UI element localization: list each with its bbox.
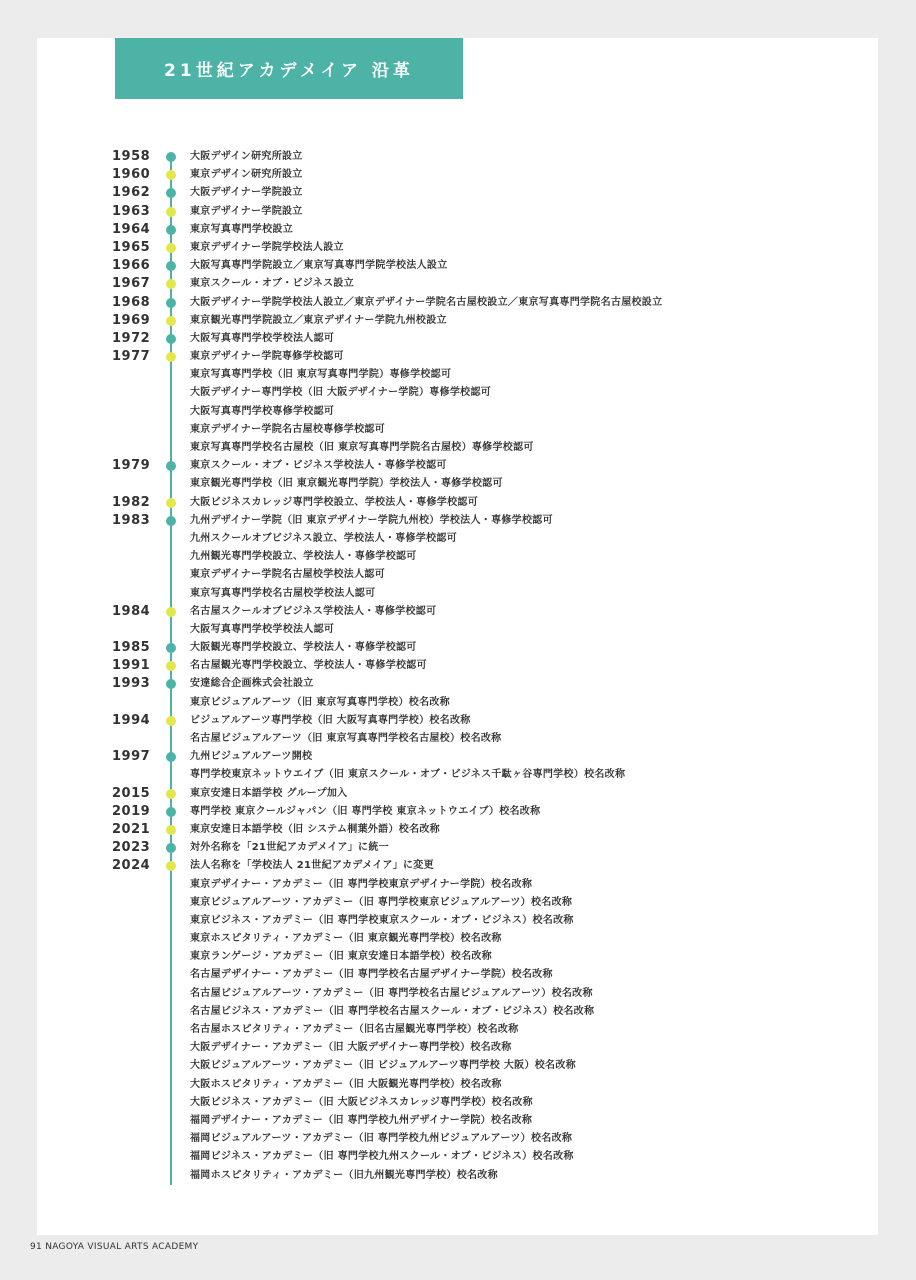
timeline-event-text: 東京ビジュアルアーツ・アカデミー（旧 専門学校東京ビジュアルアーツ）校名改称 <box>190 896 573 908</box>
timeline-entry <box>0 948 916 966</box>
timeline-year: 1984 <box>112 603 151 619</box>
timeline-entry <box>0 785 916 803</box>
timeline-event-text: 東京デザイン研究所設立 <box>190 169 303 181</box>
timeline-year: 1972 <box>112 330 151 346</box>
timeline-year: 2021 <box>112 821 151 837</box>
timeline-entry <box>0 275 916 293</box>
timeline-year: 1977 <box>112 349 151 365</box>
timeline-event-text: 大阪写真専門学校専修学校認可 <box>190 405 335 417</box>
timeline-year: 1991 <box>112 658 151 674</box>
timeline-year: 1960 <box>112 167 151 183</box>
timeline-entry <box>0 239 916 257</box>
timeline-entry <box>0 1057 916 1075</box>
timeline-event-text: 大阪デザイナー学院設立 <box>190 187 303 199</box>
timeline-entry <box>0 730 916 748</box>
timeline-dot-icon <box>166 716 176 726</box>
timeline-event-text: 対外名称を「21世紀アカデメイア」に統一 <box>190 842 389 854</box>
timeline-entry <box>0 894 916 912</box>
timeline-event-text: 東京ランゲージ・アカデミー（旧 東京安達日本語学校）校名改称 <box>190 951 492 963</box>
timeline-entry <box>0 1167 916 1185</box>
timeline-entry <box>0 566 916 584</box>
timeline-entry <box>0 548 916 566</box>
timeline-event-text: 名古屋ビジュアルアーツ（旧 東京写真専門学校名古屋校）校名改称 <box>190 733 502 744</box>
timeline-event-text: 東京デザイナー学院名古屋校学校法人認可 <box>190 569 385 581</box>
timeline-event-text: 福岡ホスピタリティ・アカデミー（旧九州観光専門学校）校名改称 <box>190 1169 498 1181</box>
timeline-dot-icon <box>166 807 176 817</box>
timeline-entry <box>0 1076 916 1094</box>
timeline-entry <box>0 766 916 784</box>
timeline-entry <box>0 839 916 857</box>
timeline-entry <box>0 348 916 366</box>
timeline-event-text: 九州スクールオブビジネス設立、学校法人・専修学校認可 <box>190 532 457 544</box>
timeline-event-text: 福岡ビジュアルアーツ・アカデミー（旧 専門学校九州ビジュアルアーツ）校名改称 <box>190 1133 573 1145</box>
timeline-dot-icon <box>166 461 176 471</box>
timeline-dot-icon <box>166 789 176 799</box>
timeline-event-text: 大阪ビジュアルアーツ・アカデミー（旧 ビジュアルアーツ専門学校 大阪）校名改称 <box>190 1060 576 1072</box>
timeline-year: 1958 <box>112 149 151 164</box>
timeline-entry <box>0 166 916 184</box>
timeline-dot-icon <box>166 498 176 508</box>
timeline-dot-icon <box>166 334 176 344</box>
timeline-dot-icon <box>166 352 176 362</box>
timeline-event-text: 東京デザイナー学院専修学校認可 <box>190 351 344 363</box>
timeline-dot-icon <box>166 752 176 762</box>
timeline-event-text: 東京写真専門学校名古屋校（旧 東京写真専門学院名古屋校）専修学校認可 <box>190 442 534 453</box>
timeline-event-text: 大阪ビジネス・アカデミー（旧 大阪ビジネスカレッジ専門学校）校名改称 <box>190 1096 533 1108</box>
timeline-year: 1969 <box>112 312 151 328</box>
timeline-event-text: 福岡ビジネス・アカデミー（旧 専門学校九州スクール・オブ・ビジネス）校名改称 <box>190 1151 574 1163</box>
timeline-dot-icon <box>166 516 176 526</box>
timeline-event-text: 東京デザイナー学院設立 <box>190 205 303 217</box>
timeline-event-text: 東京スクール・オブ・ビジネス学校法人・専修学校認可 <box>190 460 447 472</box>
timeline-entry <box>0 621 916 639</box>
timeline-entry <box>0 366 916 384</box>
timeline-event-text: 安達総合企画株式会社設立 <box>190 678 314 690</box>
timeline-event-text: 名古屋ビジネス・アカデミー（旧 専門学校名古屋スクール・オブ・ビジネス）校名改称 <box>190 1005 595 1017</box>
timeline-year: 1966 <box>112 258 151 274</box>
timeline-event-text: 大阪デザイナー専門学校（旧 大阪デザイナー学院）専修学校認可 <box>190 387 492 399</box>
timeline-entry <box>0 494 916 512</box>
timeline-entry <box>0 675 916 693</box>
timeline-year: 1964 <box>112 221 151 237</box>
timeline-event-text: 大阪ホスピタリティ・アカデミー（旧 大阪観光専門学校）校名改称 <box>190 1078 502 1090</box>
timeline-entry <box>0 330 916 348</box>
timeline-year: 2015 <box>112 785 151 801</box>
timeline-event-text: 大阪デザイナー学院学校法人設立／東京デザイナー学院名古屋校設立／東京写真専門学院名古屋校設立 <box>190 296 663 308</box>
timeline-event-text: 東京ビジネス・アカデミー（旧 専門学校東京スクール・オブ・ビジネス）校名改称 <box>190 914 574 926</box>
timeline-dot-icon <box>166 298 176 308</box>
timeline-event-text: 大阪観光専門学校設立、学校法人・専修学校認可 <box>190 642 417 654</box>
timeline-year: 1983 <box>112 512 151 528</box>
timeline-event-text: 九州ビジュアルアーツ開校 <box>190 751 313 763</box>
timeline-event-text: 法人名称を「学校法人 21世紀アカデメイア」に変更 <box>190 860 434 872</box>
timeline-event-text: 東京デザイナー・アカデミー（旧 専門学校東京デザイナー学院）校名改称 <box>190 878 533 890</box>
timeline-year: 1979 <box>112 458 151 474</box>
timeline-dot-icon <box>166 607 176 617</box>
timeline-event-text: 東京安達日本語学校（旧 システム桐葉外語）校名改称 <box>190 823 440 835</box>
timeline-entry <box>0 1003 916 1021</box>
timeline-event-text: 名古屋観光専門学校設立、学校法人・専修学校認可 <box>190 660 427 672</box>
timeline-event-text: 東京写真専門学校（旧 東京写真専門学院）専修学校認可 <box>190 369 452 381</box>
timeline-event-text: 名古屋ビジュアルアーツ・アカデミー（旧 専門学校名古屋ビジュアルアーツ）校名改称 <box>190 987 593 999</box>
timeline-entry <box>0 712 916 730</box>
timeline-dot-icon <box>166 225 176 235</box>
timeline-year: 1963 <box>112 203 151 219</box>
timeline-entry <box>0 294 916 312</box>
timeline-entry <box>0 821 916 839</box>
timeline-year: 1997 <box>112 749 151 765</box>
timeline-entry <box>0 148 916 166</box>
timeline-entry <box>0 1094 916 1112</box>
timeline-year: 2024 <box>112 858 151 874</box>
timeline-list <box>0 148 916 1185</box>
timeline-dot-icon <box>166 843 176 853</box>
timeline-entry <box>0 657 916 675</box>
timeline-event-text: 大阪写真専門学校学校法人認可 <box>190 623 335 635</box>
timeline-event-text: 専門学校東京ネットウエイブ（旧 東京スクール・オブ・ビジネス千駄ヶ谷専門学校）校名改称 <box>190 769 626 781</box>
timeline-entry <box>0 403 916 421</box>
timeline-entry <box>0 512 916 530</box>
timeline-event-text: 九州観光専門学校設立、学校法人・専修学校認可 <box>190 551 417 563</box>
timeline-year: 1967 <box>112 276 151 292</box>
timeline-entry <box>0 203 916 221</box>
timeline-event-text: 大阪写真専門学校学校法人認可 <box>190 332 335 344</box>
timeline-entry <box>0 384 916 402</box>
timeline-event-text: 東京写真専門学校名古屋校学校法人認可 <box>190 587 376 599</box>
timeline-event-text: 東京ビジュアルアーツ（旧 東京写真専門学校）校名改称 <box>190 696 450 708</box>
timeline-dot-icon <box>166 243 176 253</box>
timeline-year: 2023 <box>112 840 151 856</box>
timeline-entry <box>0 312 916 330</box>
timeline-event-text: 東京デザイナー学院名古屋校専修学校認可 <box>190 423 385 435</box>
timeline-year: 1985 <box>112 640 151 656</box>
timeline-entry <box>0 475 916 493</box>
timeline-event-text: 東京デザイナー学院学校法人設立 <box>190 241 344 253</box>
timeline-entry <box>0 639 916 657</box>
timeline-entry <box>0 1021 916 1039</box>
timeline-year: 1968 <box>112 294 151 310</box>
timeline-dot-icon <box>166 643 176 653</box>
timeline-entry <box>0 439 916 457</box>
timeline-event-text: 東京写真専門学校設立 <box>190 223 293 235</box>
timeline-dot-icon <box>166 279 176 289</box>
timeline-entry <box>0 257 916 275</box>
page-footer: 91 NAGOYA VISUAL ARTS ACADEMY <box>30 1242 199 1252</box>
timeline-entry <box>0 912 916 930</box>
timeline-year: 1993 <box>112 676 151 692</box>
timeline-year: 1962 <box>112 185 151 201</box>
timeline-dot-icon <box>166 861 176 871</box>
timeline-entry <box>0 1112 916 1130</box>
timeline-event-text: 東京観光専門学院設立／東京デザイナー学院九州校設立 <box>190 314 447 326</box>
timeline-entry <box>0 1039 916 1057</box>
timeline-event-text: 大阪写真専門学院設立／東京写真専門学院学校法人設立 <box>190 260 448 272</box>
timeline-entry <box>0 585 916 603</box>
timeline-dot-icon <box>166 207 176 217</box>
timeline-entry <box>0 1130 916 1148</box>
timeline-dot-icon <box>166 170 176 180</box>
timeline-entry <box>0 985 916 1003</box>
timeline-dot-icon <box>166 316 176 326</box>
page-title: 21世紀アカデメイア 沿革 <box>115 38 463 99</box>
timeline-year: 1982 <box>112 494 151 510</box>
timeline-event-text: 名古屋デザイナー・アカデミー（旧 専門学校名古屋デザイナー学院）校名改称 <box>190 969 553 981</box>
timeline-entry <box>0 930 916 948</box>
timeline-year: 1994 <box>112 712 151 728</box>
timeline-dot-icon <box>166 261 176 271</box>
timeline-entry <box>0 803 916 821</box>
timeline-entry <box>0 1148 916 1166</box>
timeline-dot-icon <box>166 661 176 671</box>
timeline-dot-icon <box>166 152 176 162</box>
timeline-event-text: 大阪デザイナー・アカデミー（旧 大阪デザイナー専門学校）校名改称 <box>190 1042 512 1054</box>
timeline-entry <box>0 876 916 894</box>
timeline-entry <box>0 603 916 621</box>
timeline-entry <box>0 748 916 766</box>
timeline-event-text: 専門学校 東京クールジャパン（旧 専門学校 東京ネットウエイブ）校名改称 <box>190 805 541 817</box>
timeline-event-text: 名古屋ホスピタリティ・アカデミー（旧名古屋観光専門学校）校名改称 <box>190 1024 519 1035</box>
timeline-year: 2019 <box>112 803 151 819</box>
timeline-dot-icon <box>166 188 176 198</box>
timeline-event-text: 九州デザイナー学院（旧 東京デザイナー学院九州校）学校法人・専修学校認可 <box>190 514 553 526</box>
timeline-event-text: 名古屋スクールオブビジネス学校法人・専修学校認可 <box>190 605 437 617</box>
timeline-entry <box>0 694 916 712</box>
timeline-event-text: 東京観光専門学校（旧 東京観光専門学院）学校法人・専修学校認可 <box>190 478 503 490</box>
timeline-event-text: 福岡デザイナー・アカデミー（旧 専門学校九州デザイナー学院）校名改称 <box>190 1114 533 1126</box>
timeline-entry <box>0 184 916 202</box>
timeline-entry <box>0 457 916 475</box>
timeline-year: 1965 <box>112 239 151 255</box>
timeline-dot-icon <box>166 825 176 835</box>
timeline-entry <box>0 421 916 439</box>
timeline-entry <box>0 966 916 984</box>
timeline-entry <box>0 857 916 875</box>
timeline-entry <box>0 221 916 239</box>
timeline-event-text: 東京ホスピタリティ・アカデミー（旧 東京観光専門学校）校名改称 <box>190 933 502 945</box>
timeline-dot-icon <box>166 679 176 689</box>
timeline-event-text: 大阪ビジネスカレッジ専門学校設立、学校法人・専修学校認可 <box>190 496 478 508</box>
timeline-event-text: ビジュアルアーツ専門学校（旧 大阪写真専門学校）校名改称 <box>190 714 471 726</box>
timeline-event-text: 東京スクール・オブ・ビジネス設立 <box>190 278 354 290</box>
timeline-event-text: 東京安達日本語学校 グループ加入 <box>190 787 348 799</box>
timeline-event-text: 大阪デザイン研究所設立 <box>190 151 303 162</box>
timeline-entry <box>0 530 916 548</box>
